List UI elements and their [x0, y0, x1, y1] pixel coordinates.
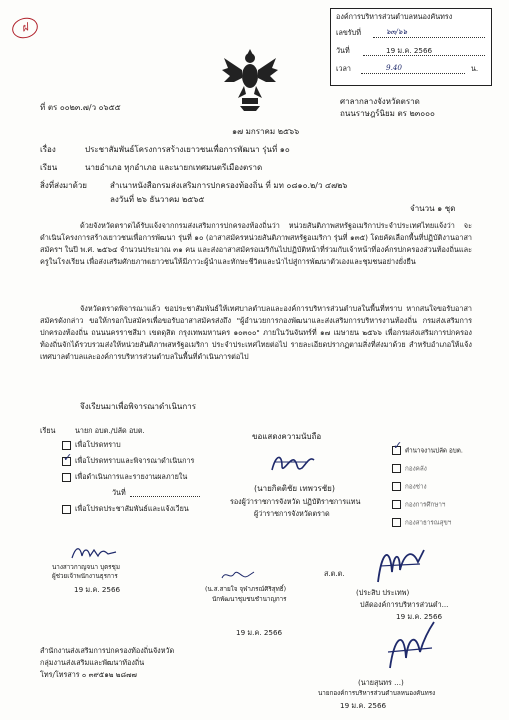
- stamp-date-value: 19 ม.ค. 2566: [386, 46, 433, 55]
- deputy-name: (ประสิบ ประเทพ): [356, 588, 410, 597]
- closing-line: จึงเรียนมาเพื่อพิจารณาดำเนินการ: [80, 402, 197, 411]
- routing-option-2-label: เพื่อโปรดทราบและพิจารณาดำเนินการ: [75, 456, 195, 465]
- regards-text: ขอแสดงความนับถือ: [252, 432, 322, 441]
- to-label: เรียน: [40, 163, 58, 172]
- routing-option-1-label: เพื่อโปรดทราบ: [75, 440, 121, 449]
- to-text: นายอำเภอ ทุกอำเภอ และนายกเทศมนตรีเมืองตราด: [85, 163, 263, 172]
- deputy-date: 19 ม.ค. 2566: [396, 612, 443, 621]
- community-developer-signature: [218, 566, 258, 584]
- checkbox-education[interactable]: [392, 500, 401, 509]
- stamp-time-label: เวลา: [336, 64, 351, 73]
- enclosure-quantity: จำนวน ๑ ชุด: [410, 204, 456, 213]
- enclosure-line2: ลงวันที่ ๒๖ ธันวาคม ๒๕๖๕: [110, 195, 205, 204]
- right-option-4-label: กองการศึกษาฯ: [405, 501, 446, 509]
- community-developer-name: (น.ส.สายใจ จุฬาภรณ์ศิริสุทธิ์): [205, 586, 287, 593]
- body-paragraph-1: ด้วยจังหวัดตราดได้รับแจ้งจากกรมส่งเสริมการปกครองท้องถิ่นว่า หน่วยสันติภาพสหรัฐอเมริกาประจำประเทศไทยแจ้งว่า จะดำเนินโครงการสร้างเยาวชนเพื่อการพัฒนา รุ่นที่ ๑๐ (อาสาสมัครหน่วยสันติภาพสหรัฐอเมริกา รุ่นที่ ๑๓๕) โดยคัดเลือกพื้นที่ปฏิบัติงานอาสาสมัครฯ ในปี พ.ศ. ๒๕๖๔ จำนวนประมาณ ๓๑ คน และส่งอาสาสมัครอเมริกันไปปฏิบัติหน้าที่ร่วมกับเจ้าหน้าที่องค์กรปกครองส่วนท้องถิ่นและครูในโรงเรียน เพื่อส่งเสริมศักยภาพเยาวชนให้มีภาวะผู้นำและทักษะชีวิตและนำไปสู่การพัฒนาตัวเองและชุมชนอย่างยั่งยืน: [40, 221, 472, 266]
- document-date: ๑๗ มกราคม ๒๕๖๖: [232, 127, 300, 136]
- right-option-2[interactable]: [392, 464, 427, 474]
- routing-option-2[interactable]: [62, 456, 194, 466]
- staff-name: นางสาวกาญจนา บุตรชุม: [52, 564, 120, 571]
- stamp-no-label: เลขรับที่: [336, 28, 361, 37]
- document-number: ที่ ตร ๐๐๒๓.๗/ว ๐๖๕๕: [40, 103, 121, 112]
- routing-option-3-label: เพื่อดำเนินการและรายงานผลภายใน: [75, 472, 188, 481]
- enclosure-line1: สำเนาหนังสือกรมส่งเสริมการปกครองท้องถิ่น ที่ มท ๐๘๑๐.๒/ว ๔๗๒๖: [110, 181, 348, 190]
- stamp-no-value: ๖๓/๖๖: [386, 27, 408, 36]
- right-option-4[interactable]: [392, 500, 445, 510]
- chief-name: (นายสุนทร ...): [358, 678, 404, 687]
- right-option-5-label: กองสาธารณสุขฯ: [405, 519, 452, 527]
- community-developer-date: 19 ม.ค. 2566: [236, 628, 283, 637]
- governor-title-1: รองผู้ว่าราชการจังหวัด ปฏิบัติราชการแทน: [230, 497, 361, 506]
- governor-signature: [268, 450, 318, 478]
- chief-date: 19 ม.ค. 2566: [340, 701, 387, 710]
- stamp-time-unit: น.: [471, 64, 479, 73]
- routing-right-box: [392, 446, 502, 546]
- routing-to-label: เรียน: [40, 426, 56, 435]
- routing-option-1[interactable]: [62, 440, 121, 450]
- routing-option-3[interactable]: [62, 472, 187, 482]
- staff-date: 19 ม.ค. 2566: [74, 585, 121, 594]
- office-address-line1: ศาลากลางจังหวัดตราด: [340, 97, 420, 106]
- body-paragraph-2: จังหวัดตราดพิจารณาแล้ว ขอประชาสัมพันธ์ให้เทศบาลตำบลและองค์การบริหารส่วนตำบลในพื้นที่ทราบ หากสนใจขอรับอาสาสมัครดังกล่าว ขอให้กรอกใบสมัครเพื่อขอรับอาสาสมัครส่งถึง "ผู้อำนวยการกองพัฒนาและส่งเสริมการบริหารงานท้องถิ่น กรมส่งเสริมการปกครองท้องถิ่น ถนนนครราชสีมา เขตดุสิต กรุงเทพมหานคร ๑๐๓๐๐" ภายในวันจันทร์ที่ ๑๗ เมษายน ๒๕๖๖ เพื่อกรมส่งเสริมการปกครองท้องถิ่นจักได้รวบรวมส่งให้หน่วยสันติภาพสหรัฐอเมริกา ประจำประเทศไทยต่อไป รายละเอียดปรากฏตามสิ่งที่ส่งมาด้วย สำหรับอำเภอให้แจ้งเทศบาลตำบลและองค์การบริหารส่วนตำบลในพื้นที่ดำเนินการต่อไป: [40, 304, 472, 361]
- deputy-signature: [370, 542, 430, 586]
- footer-department: สำนักงานส่งเสริมการปกครองท้องถิ่นจังหวัด: [40, 646, 175, 655]
- chief-signature: [380, 618, 440, 674]
- right-option-1[interactable]: [392, 446, 463, 456]
- stamp-date-label: วันที่: [336, 46, 350, 55]
- footer-group: กลุ่มงานส่งเสริมและพัฒนาท้องถิ่น: [40, 658, 145, 667]
- deputy-rank: ส.ต.ต.: [324, 569, 345, 578]
- stamp-time-value: 9.40: [386, 63, 403, 72]
- checkbox-public-health[interactable]: [392, 518, 401, 527]
- subject-label: เรื่อง: [40, 145, 56, 154]
- subject-text: ประชาสัมพันธ์โครงการสร้างเยาวชนเพื่อการพัฒนา รุ่นที่ ๑๐: [85, 145, 290, 154]
- checkbox-inform-consider[interactable]: [62, 457, 71, 466]
- checkbox-clerk-office[interactable]: [392, 446, 401, 455]
- community-developer-title: นักพัฒนาชุมชนชำนาญการ: [212, 596, 287, 603]
- right-option-1-label: ตำนาจงานปลัด อบต.: [405, 447, 463, 455]
- margin-note: ฝ: [10, 15, 40, 41]
- checkbox-publicize[interactable]: [62, 505, 71, 514]
- governor-title-2: ผู้ว่าราชการจังหวัดตราด: [254, 509, 330, 518]
- governor-name: (นายกิตติชัย เทพวรชัย): [254, 484, 335, 493]
- stamp-org: องค์การบริหารส่วนตำบลหนองคันทรง: [336, 12, 453, 21]
- garuda-emblem-icon: [220, 48, 280, 112]
- right-option-3-label: กองช่าง: [405, 483, 427, 491]
- deputy-title: ปลัดองค์การบริหารส่วนตำ...: [360, 600, 449, 609]
- checkbox-engineering[interactable]: [392, 482, 401, 491]
- enclosure-label: สิ่งที่ส่งมาด้วย: [40, 181, 87, 190]
- routing-option-5[interactable]: [62, 504, 189, 514]
- checkbox-act-report[interactable]: [62, 473, 71, 482]
- right-option-5[interactable]: [392, 518, 451, 528]
- right-option-3[interactable]: [392, 482, 427, 492]
- footer-phone: โทร/โทรสาร ๐ ๓๙๕๑๒ ๒๘๗๗: [40, 670, 137, 679]
- routing-to-text: นายก อบต./ปลัด อบต.: [75, 426, 145, 435]
- staff-title: ผู้ช่วยเจ้าพนักงานธุรการ: [52, 573, 118, 580]
- routing-option-4-label: วันที่: [112, 488, 126, 497]
- checkbox-inform[interactable]: [62, 441, 71, 450]
- receive-stamp: [330, 8, 492, 86]
- checkbox-finance[interactable]: [392, 464, 401, 473]
- chief-title: นายกองค์การบริหารส่วนตำบลหนองคันทรง: [318, 690, 436, 697]
- staff-signature: [70, 544, 120, 562]
- routing-option-5-label: เพื่อโปรดประชาสัมพันธ์และแจ้งเวียน: [75, 504, 189, 513]
- right-option-2-label: กองคลัง: [405, 465, 427, 473]
- office-address-line2: ถนนราษฎร์นิยม ตร ๒๓๐๐๐: [340, 109, 435, 118]
